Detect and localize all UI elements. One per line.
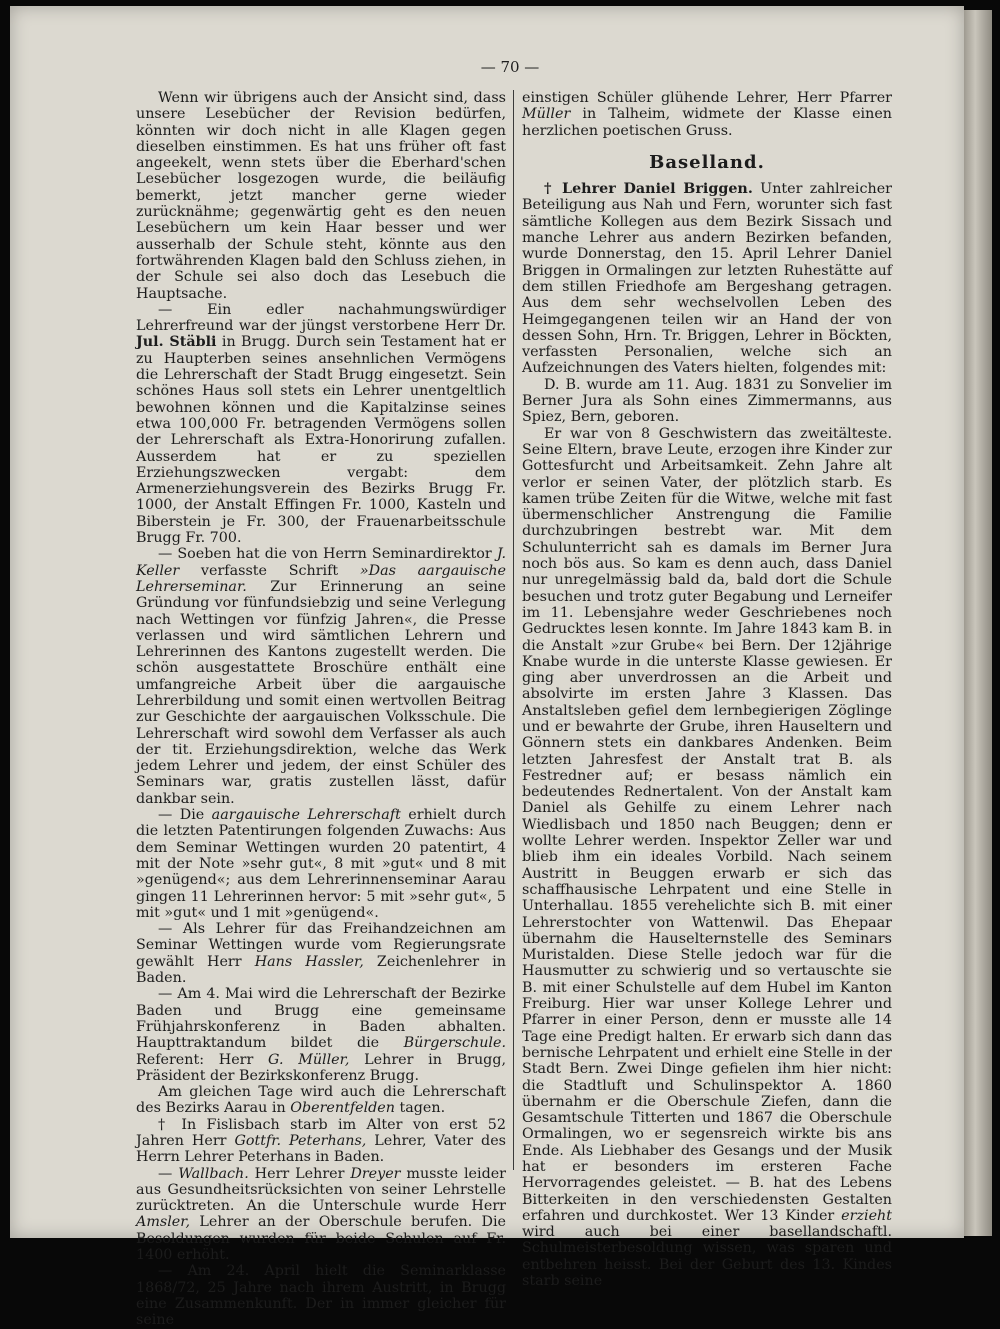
name-staebli: Jul. Stäbli bbox=[136, 334, 217, 351]
paragraph-fruehjahrskonferenz: — Am 4. Mai wird die Lehrerschaft der Bezirke Baden und Brugg eine gemeinsame Frühjahrskonferenz in Baden abhalten. Haupttraktandum bildet die Bürgerschule. Referent: Herr G. Müller, Lehrer in Brugg, Präsident der Bezirkskonferenz Brugg. bbox=[136, 986, 507, 1084]
name-briggen: † Lehrer Daniel Briggen. bbox=[544, 181, 753, 198]
paragraph-briggen-geburt: D. B. wurde am 11. Aug. 1831 zu Sonvelier im Berner Jura als Sohn eines Zimmermanns, aus Spiez, Bern, geboren. bbox=[522, 376, 892, 426]
right-column bbox=[522, 90, 892, 1289]
paragraph-wallbach: — Wallbach. Herr Lehrer Dreyer musste leider aus Gesundheitsrücksichten von seiner Lehrstelle zurücktreten. An die Unterschule wurde Herr Amsler, Lehrer an der Oberschule berufen. Die Besoldungen wurden für beide Schulen auf Fr. 1400 erhöht. bbox=[136, 1165, 507, 1264]
paragraph-oberentfelden: Am gleichen Tage wird auch die Lehrerschaft des Bezirks Aarau in Oberentfelden tagen. bbox=[136, 1084, 506, 1117]
paragraph-lesebuecher: Wenn wir übrigens auch der Ansicht sind, dass unsere Lesebücher der Revision bedürfen, könnten wir doch nicht in alle Klagen gegen dieselben einstimmen. Es hat uns früher oft fast angeekelt, wenn stets über die Eberhard'schen Lesebücher losgezogen wurde, die beiläufig bemerkt, jetzt mancher gerne wieder zurücknähme; gegenwärtig geht es den neuen Lesebüchern um kein Haar besser und wer ausserhalb der Schule steht, könnte aus den fortwährenden Klagen bald den Schluss ziehen, in der Schule sei also doch das Lesebuch die Hauptsache. bbox=[136, 90, 506, 302]
paragraph-seminarklasse: — Am 24. April hielt die Seminarklasse 1868/72, 25 Jahre nach ihrem Austritt, in Brugg eine Zusammenkunft. Der in immer gleicher für seine bbox=[136, 1263, 506, 1329]
paragraph-mueller-gruss: einstigen Schüler glühende Lehrer, Herr Pfarrer Müller in Talheim, widmete der Klasse einen herzlichen poetischen Gruss. bbox=[522, 90, 893, 139]
facing-page-edge bbox=[964, 10, 992, 1236]
paragraph-briggen-lebenslauf: Er war von 8 Geschwistern das zweitälteste. Seine Eltern, brave Leute, erzogen ihre Kinder zur Gottesfurcht und Arbeitsamkeit. Zehn Jahre alt verlor er seinen Vater, der plötzlich starb. Es kamen trübe Zeiten für die Witwe, welche mit fast übermenschlicher Anstrengung die Familie durchzubringen bestrebt war. Mit dem Schulunterricht sah es damals im Berner Jura noch bös aus. So kam es denn auch, dass Daniel nur unregelmässig bald da, bald dort die Schule besuchen und trotz guter Begabung und Lerneifer im 11. Lebensjahre weder Geschriebenes noch Gedrucktes lesen konnte. Im Jahre 1843 kam B. in die Anstalt »zur Grube« bei Bern. Der 12jährige Knabe wurde in die unterste Klasse gewiesen. Er ging aber unverdrossen an die Arbeit und absolvirte im ersten Jahre 3 Klassen. Das Anstaltsleben gefiel dem lernbegierigen Zöglinge und er bewahrte der Grube, ihren Hauseltern und Gönnern stets ein dankbares Andenken. Beim letzten Jahresfest der Anstalt trat B. als Festredner auf; er besass nämlich ein bedeutendes Rednertalent. Von der Anstalt kam Daniel als Gehilfe zu einem Lehrer nach Wiedlisbach und 1850 nach Beuggen; denn er wollte Lehrer werden. Inspektor Zeller war und blieb ihm ein ideales Vorbild. Nach seinem Austritt in Beuggen erwarb er sich das schaffhausische Lehrpatent und eine Stelle in Unterhallau. 1855 verehelichte sich B. mit einer Lehrerstochter von Wattenwil. Das Ehepaar übernahm die Hauselternstelle des Seminars Muristalden. Diese Stelle jedoch war für die Hausmutter zu schwierig und so vertauschte sie B. mit einer Schulstelle auf dem Hubel im Kanton Freiburg. Hier war unser Kollege Lehrer und Pfarrer in einer Person, denn er musste alle 14 Tage eine Predigt halten. Er erwarb sich dann das bernische Lehrpatent und erhielt eine Stelle in der Stadt Bern. Zwei Dinge gefielen ihm hier nicht: die Stadtluft und Schulinspektor A. 1860 übernahm er die Oberschule Ziefen, dann die Gesamtschule Titterten und 1867 die Oberschule Ormalingen, wo er segensreich wirkte bis ans Ende. Als Liebhaber des Gesangs und der Musik hat er besonders im ersteren Fache Hervorragendes geleistet. — B. hat des Lebens Bitterkeiten in den verschiedensten Gestalten erfahren und durchkostet. Wer 13 Kinder erzieht wird auch bei einer basellandschaftl. Schulmeisterbesoldung wissen, was sparen und entbehren heisst. Bei der Geburt des 13. Kindes starb seine bbox=[522, 425, 892, 1290]
paragraph-staebli: — Ein edler nachahmungswürdiger Lehrerfreund war der jüngst verstorbene Herr Dr. Jul. Stäbli in Brugg. Durch sein Testament hat er zu Haupterben seines ansehnlichen Vermögens die Lehrerschaft der Stadt Brugg eingesetzt. Sein schönes Haus soll stets ein Lehrer unentgeltlich bewohnen können und die Kapitalzinse seines etwa 100,000 Fr. betragenden Vermögens sollen der Lehrerschaft als Extra-Honorirung zufallen. Ausserdem hat er zu speziellen Erziehungszwecken vergabt: dem Armenerziehungsverein des Bezirks Brugg Fr. 1000, der Anstalt Effingen Fr. 1000, Kasteln und Biberstein je Fr. 300, der Frauenarbeitsschule Brugg Fr. 700. bbox=[136, 301, 506, 547]
paragraph-patentirungen: — Die aargauische Lehrerschaft erhielt durch die letzten Patentirungen folgenden Zuwachs: Aus dem Seminar Wettingen wurden 20 patentirt, 4 mit der Note »sehr gut«, 8 mit »gut« und 8 mit »genügend«; aus dem Lehrerinnenseminar Aarau gingen 11 Lehrerinnen hervor: 5 mit »sehr gut«, 5 mit »gut« und 1 mit »genügend«. bbox=[136, 807, 506, 921]
column-divider bbox=[513, 90, 514, 1170]
paragraph-hassler: — Als Lehrer für das Freihandzeichnen am Seminar Wettingen wurde vom Regierungsrate gewählt Herr Hans Hassler, Zeichenlehrer in Baden. bbox=[136, 921, 507, 987]
paragraph-peterhans: † In Fislisbach starb im Alter von erst 52 Jahren Herr Gottfr. Peterhans, Lehrer, Vater des Herrn Lehrer Peterhans in Baden. bbox=[136, 1116, 506, 1166]
paragraph-briggen-nachruf: † Lehrer Daniel Briggen. Unter zahlreicher Beteiligung aus Nah und Fern, worunter sich fast sämtliche Kollegen aus dem Bezirk Sissach und manche Lehrer aus andern Bezirken befanden, wurde Donnerstag, den 15. April Lehrer Daniel Briggen in Ormalingen zur letzten Ruhestätte auf dem stillen Friedhofe am Bergeshang getragen. Aus dem sehr wechselvollen Leben des Heimgegangenen teilen wir an Hand der von dessen Sohn, Hrn. Tr. Briggen, Lehrer in Böckten, verfassten Personalien, welche sich an Aufzeichnungen des Vaters hielten, folgendes mit: bbox=[522, 181, 893, 377]
page-number: — 70 — bbox=[480, 58, 540, 76]
paragraph-keller-schrift: — Soeben hat die von Herrn Seminardirektor J. Keller verfasste Schrift »Das aargauische Lehrerseminar. Zur Erinnerung an seine Gründung vor fünfundsiebzig und seine Verlegung nach Wettingen vor fünfzig Jahren«, die Presse verlassen und wird sämtlichen Lehrern und Lehrerinnen des Kantons zugestellt werden. Die schön ausgestattete Broschüre enthält eine umfangreiche Arbeit über die aargauische Lehrerbildung und somit einen wertvollen Beitrag zur Geschichte der aargauischen Volksschule. Die Lehrerschaft wird sowohl dem Verfasser als auch der tit. Erziehungsdirektion, welche das Werk jedem Lehrer und jedem, der einst Schüler des Seminars war, gratis zustellen lässt, dafür dankbar sein. bbox=[136, 546, 507, 807]
section-heading-baselland: Baselland. bbox=[649, 151, 765, 173]
left-column bbox=[136, 90, 506, 1329]
